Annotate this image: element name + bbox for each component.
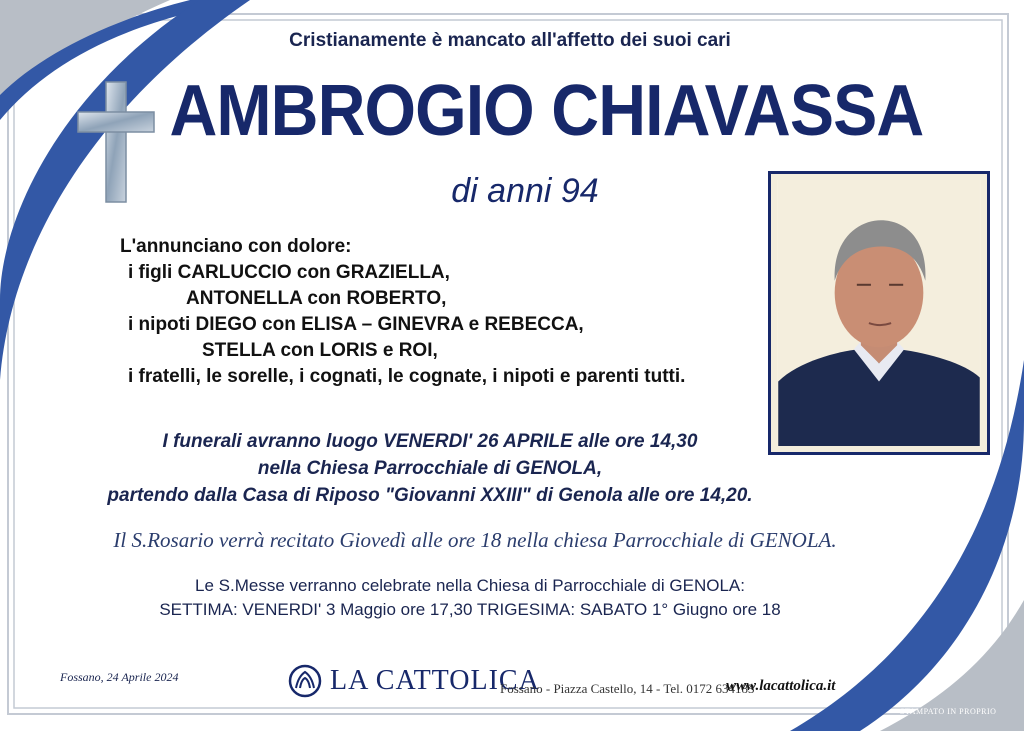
cross-icon — [76, 80, 156, 204]
funeral-line: partendo dalla Casa di Riposo "Giovanni XXIII" di Genola alle ore 14,20. — [107, 485, 753, 506]
intro-line: Cristianamente è mancato all'affetto dei suoi cari — [289, 30, 731, 51]
logo-icon — [288, 664, 322, 698]
print-stamp: STAMPATO IN PROPRIO — [900, 707, 997, 716]
funeral-line: nella Chiesa Parrocchiale di GENOLA, — [257, 458, 603, 479]
website-link[interactable]: www.lacattolica.it — [726, 678, 836, 694]
deceased-name: AMBROGIO CHIAVASSA — [169, 71, 924, 151]
announcers-line: i fratelli, le sorelle, i cognati, le cognate, i nipoti e parenti tutti. — [128, 366, 686, 387]
masses-line: Le S.Messe verranno celebrate nella Chiesa di Parrocchiale di GENOLA: — [195, 576, 745, 595]
masses-line: SETTIMA: VENERDI' 3 Maggio ore 17,30 TRIGESIMA: SABATO 1° Giugno ore 18 — [159, 600, 781, 619]
portrait-frame — [768, 171, 990, 455]
funeral-block — [40, 428, 820, 509]
announcers-line: ANTONELLA con ROBERTO, — [186, 288, 447, 309]
announcers-line: i figli CARLUCCIO con GRAZIELLA, — [128, 262, 450, 283]
funeral-home-address: Fossano - Piazza Castello, 14 - Tel. 0172 634183 — [500, 681, 755, 696]
funeral-line: I funerali avranno luogo VENERDI' 26 APRILE alle ore 14,30 — [162, 431, 698, 452]
logo-text: LA CATTOLICA — [330, 665, 540, 696]
announcers-line: i nipoti DIEGO con ELISA – GINEVRA e REBECCA, — [128, 314, 584, 335]
announcers-block — [120, 234, 685, 390]
notice-date: Fossano, 24 Aprile 2024 — [60, 670, 179, 684]
announcers-line: L'annunciano con dolore: — [120, 236, 352, 257]
age-line: di anni 94 — [451, 172, 599, 210]
rosary-line: Il S.Rosario verrà recitato Giovedì alle ore 18 nella chiesa Parrocchiale di GENOLA. — [113, 528, 837, 552]
announcers-line: STELLA con LORIS e ROI, — [202, 340, 438, 361]
masses-block — [80, 574, 860, 622]
portrait-photo — [777, 180, 981, 446]
